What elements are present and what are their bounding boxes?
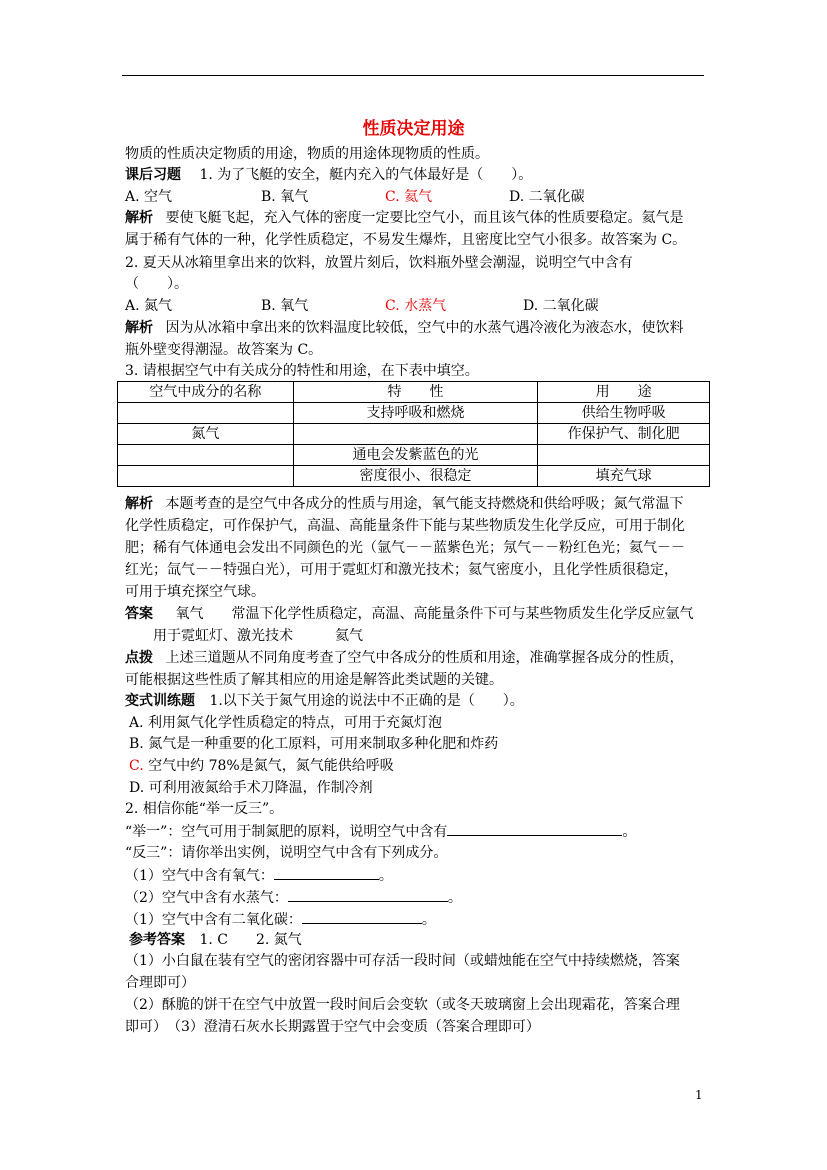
table-cell: 支持呼吸和燃烧 — [293, 403, 538, 424]
reference-label: 参考答案 — [129, 932, 185, 948]
question-2-options — [125, 296, 599, 316]
analysis-3-line-2: 化学性质稳定，可作保护气，高温、高能量条件下能与某些物质发生化学反应，可用于制化 — [125, 518, 685, 534]
table-cell: 氮气 — [118, 424, 294, 445]
exercise-2-sub-1: （1）空气中含有氧气： 。 — [125, 865, 393, 885]
question-3: 3. 请根据空气中有关成分的特性和用途，在下表中填空。 — [125, 363, 479, 379]
analysis-3-line-1: 解析 本题考查的是空气中各成分的性质与用途，氧气能支持燃烧和供给呼吸；氮气常温下 — [125, 496, 684, 512]
answer-blank[interactable] — [302, 909, 422, 924]
table-cell: 供给生物呼吸 — [538, 403, 710, 424]
tip-label: 点拨 — [125, 650, 153, 666]
table-row — [118, 403, 710, 424]
table-header-cell: 用 途 — [538, 382, 710, 403]
answer-blank[interactable] — [447, 821, 622, 836]
exercise-1-option-c: C. 空气中约 78%是氮气，氮气能供给呼吸 — [129, 758, 394, 774]
option-d: D. 二氧化碳 — [509, 189, 585, 205]
exercise-2-line-2: “举一”：空气可用于制氮肥的原料，说明空气中含有 。 — [125, 821, 636, 841]
question-1-text: 1. 为了飞艇的安全，艇内充入的气体最好是（ ）。 — [199, 167, 533, 183]
table-cell — [538, 445, 710, 466]
analysis-1-line-1: 解析 要使飞艇飞起，充入气体的密度一定要比空气小，而且该气体的性质要稳定。氦气是 — [125, 210, 684, 226]
table-cell: 作保护气、制化肥 — [538, 424, 710, 445]
exercise-2-sub-2: （2）空气中含有水蒸气： 。 — [125, 887, 462, 907]
analysis-3-line-4: 红光；氙气－－特强白光），可用于霓虹灯和激光技术；氦气密度小，且化学性质很稳定， — [125, 562, 678, 578]
option-a: A. 空气 — [125, 189, 173, 205]
option-b: B. 氧气 — [261, 189, 309, 205]
analysis-3-line-3: 肥；稀有气体通电会发出不同颜色的光（氩气－－蓝紫色光；氖气－－粉红色光；氦气－－ — [125, 540, 685, 556]
question-1-options — [125, 187, 585, 207]
table-cell: 通电会发紫蓝色的光 — [293, 445, 538, 466]
tip-line-2: 可能根据这些性质了解其相应的用途是解答此类试题的关键。 — [125, 672, 503, 688]
header-rule — [122, 75, 704, 76]
analysis-1-line-2: 属于稀有气体的一种，化学性质稳定，不易发生爆炸，且密度比空气小很多。故答案为 C。 — [125, 232, 687, 248]
exercise-2-line-3: “反三”：请你举出实例，说明空气中含有下列成分。 — [125, 845, 448, 861]
reference-line-4: 即可） （3）澄清石灰水长期露置于空气中会变质（答案合理即可） — [125, 1019, 540, 1035]
table-row — [118, 466, 710, 487]
option-c: C. 水蒸气 — [385, 298, 447, 314]
page-title: 性质决定用途 — [362, 119, 465, 139]
option-c: C. 氦气 — [385, 189, 433, 205]
answer-label: 答案 — [125, 606, 153, 622]
table-cell: 密度很小、很稳定 — [293, 466, 538, 487]
reference-line-1: （1）小白鼠在装有空气的密闭容器中可存活一段时间（或蜡烛能在空气中持续燃烧，答案 — [125, 953, 680, 969]
tip-line-1: 点拨 上述三道题从不同角度考查了空气中各成分的性质和用途，准确掌握各成分的性质， — [125, 650, 684, 666]
reference-line-3: （2）酥脆的饼干在空气中放置一段时间后会变软（或冬天玻璃窗上会出现霜花，答案合理 — [125, 997, 680, 1013]
question-1 — [125, 165, 532, 185]
exercise-2-sub-3: （1）空气中含有二氧化碳： 。 — [125, 909, 436, 929]
analysis-2-line-1: 解析 因为从冰箱中拿出来的饮料温度比较低，空气中的水蒸气遇冷液化为液态水，使饮料 — [125, 320, 684, 336]
exercise-2-line-1: 2. 相信你能“举一反三”。 — [125, 801, 284, 817]
intro-text: 物质的性质决定物质的用途，物质的用途体现物质的性质。 — [125, 146, 489, 162]
analysis-label: 解析 — [125, 210, 153, 226]
exercise-1-option-a: A. 利用氮气化学性质稳定的特点，可用于充氮灯泡 — [129, 715, 443, 731]
table-cell — [293, 424, 538, 445]
page-number: 1 — [695, 1088, 703, 1102]
analysis-2-line-2: 瓶外壁变得潮湿。故答案为 C。 — [125, 342, 323, 358]
answer-blank[interactable] — [288, 887, 448, 902]
table-cell — [118, 445, 294, 466]
reference-answers: 参考答案 1. C 2. 氮气 — [129, 932, 302, 948]
analysis-label: 解析 — [125, 320, 153, 336]
option-d: D. 二氧化碳 — [523, 298, 599, 314]
exercise-1-option-d: D. 可利用液氮给手术刀降温，作制冷剂 — [129, 780, 373, 796]
table-header-cell: 特 性 — [293, 382, 538, 403]
table-row — [118, 424, 710, 445]
analysis-3-line-5: 可用于填充探空气球。 — [125, 584, 265, 600]
air-components-table — [117, 381, 710, 487]
table-cell — [118, 466, 294, 487]
table-cell: 填充气球 — [538, 466, 710, 487]
table-row — [118, 445, 710, 466]
answer-3-line-2: 用于霓虹灯、激光技术 氦气 — [153, 628, 363, 644]
answer-blank[interactable] — [274, 865, 379, 880]
question-2-line-2: （ ）。 — [125, 276, 188, 292]
option-b: B. 氧气 — [261, 298, 309, 314]
answer-3-line-1: 答案 氧气 常温下化学性质稳定，高温、高能量条件下可与某些物质发生化学反应氩气 — [125, 606, 694, 622]
table-header-row — [118, 382, 710, 403]
table-header-cell: 空气中成分的名称 — [118, 382, 294, 403]
question-2-line-1: 2. 夏天从冰箱里拿出来的饮料，放置片刻后，饮料瓶外壁会潮湿，说明空气中含有 — [125, 255, 633, 271]
analysis-label: 解析 — [125, 496, 153, 512]
exercise-1: 变式训练题 1.以下关于氮气用途的说法中不正确的是（ ）。 — [125, 693, 524, 709]
exercise-label: 变式训练题 — [125, 693, 195, 709]
exercise-1-option-b: B. 氮气是一种重要的化工原料，可用来制取多种化肥和炸药 — [129, 736, 499, 752]
reference-line-2: 合理即可） — [125, 975, 195, 991]
table-cell — [118, 403, 294, 424]
option-a: A. 氮气 — [125, 298, 173, 314]
section-label: 课后习题 — [125, 167, 181, 183]
